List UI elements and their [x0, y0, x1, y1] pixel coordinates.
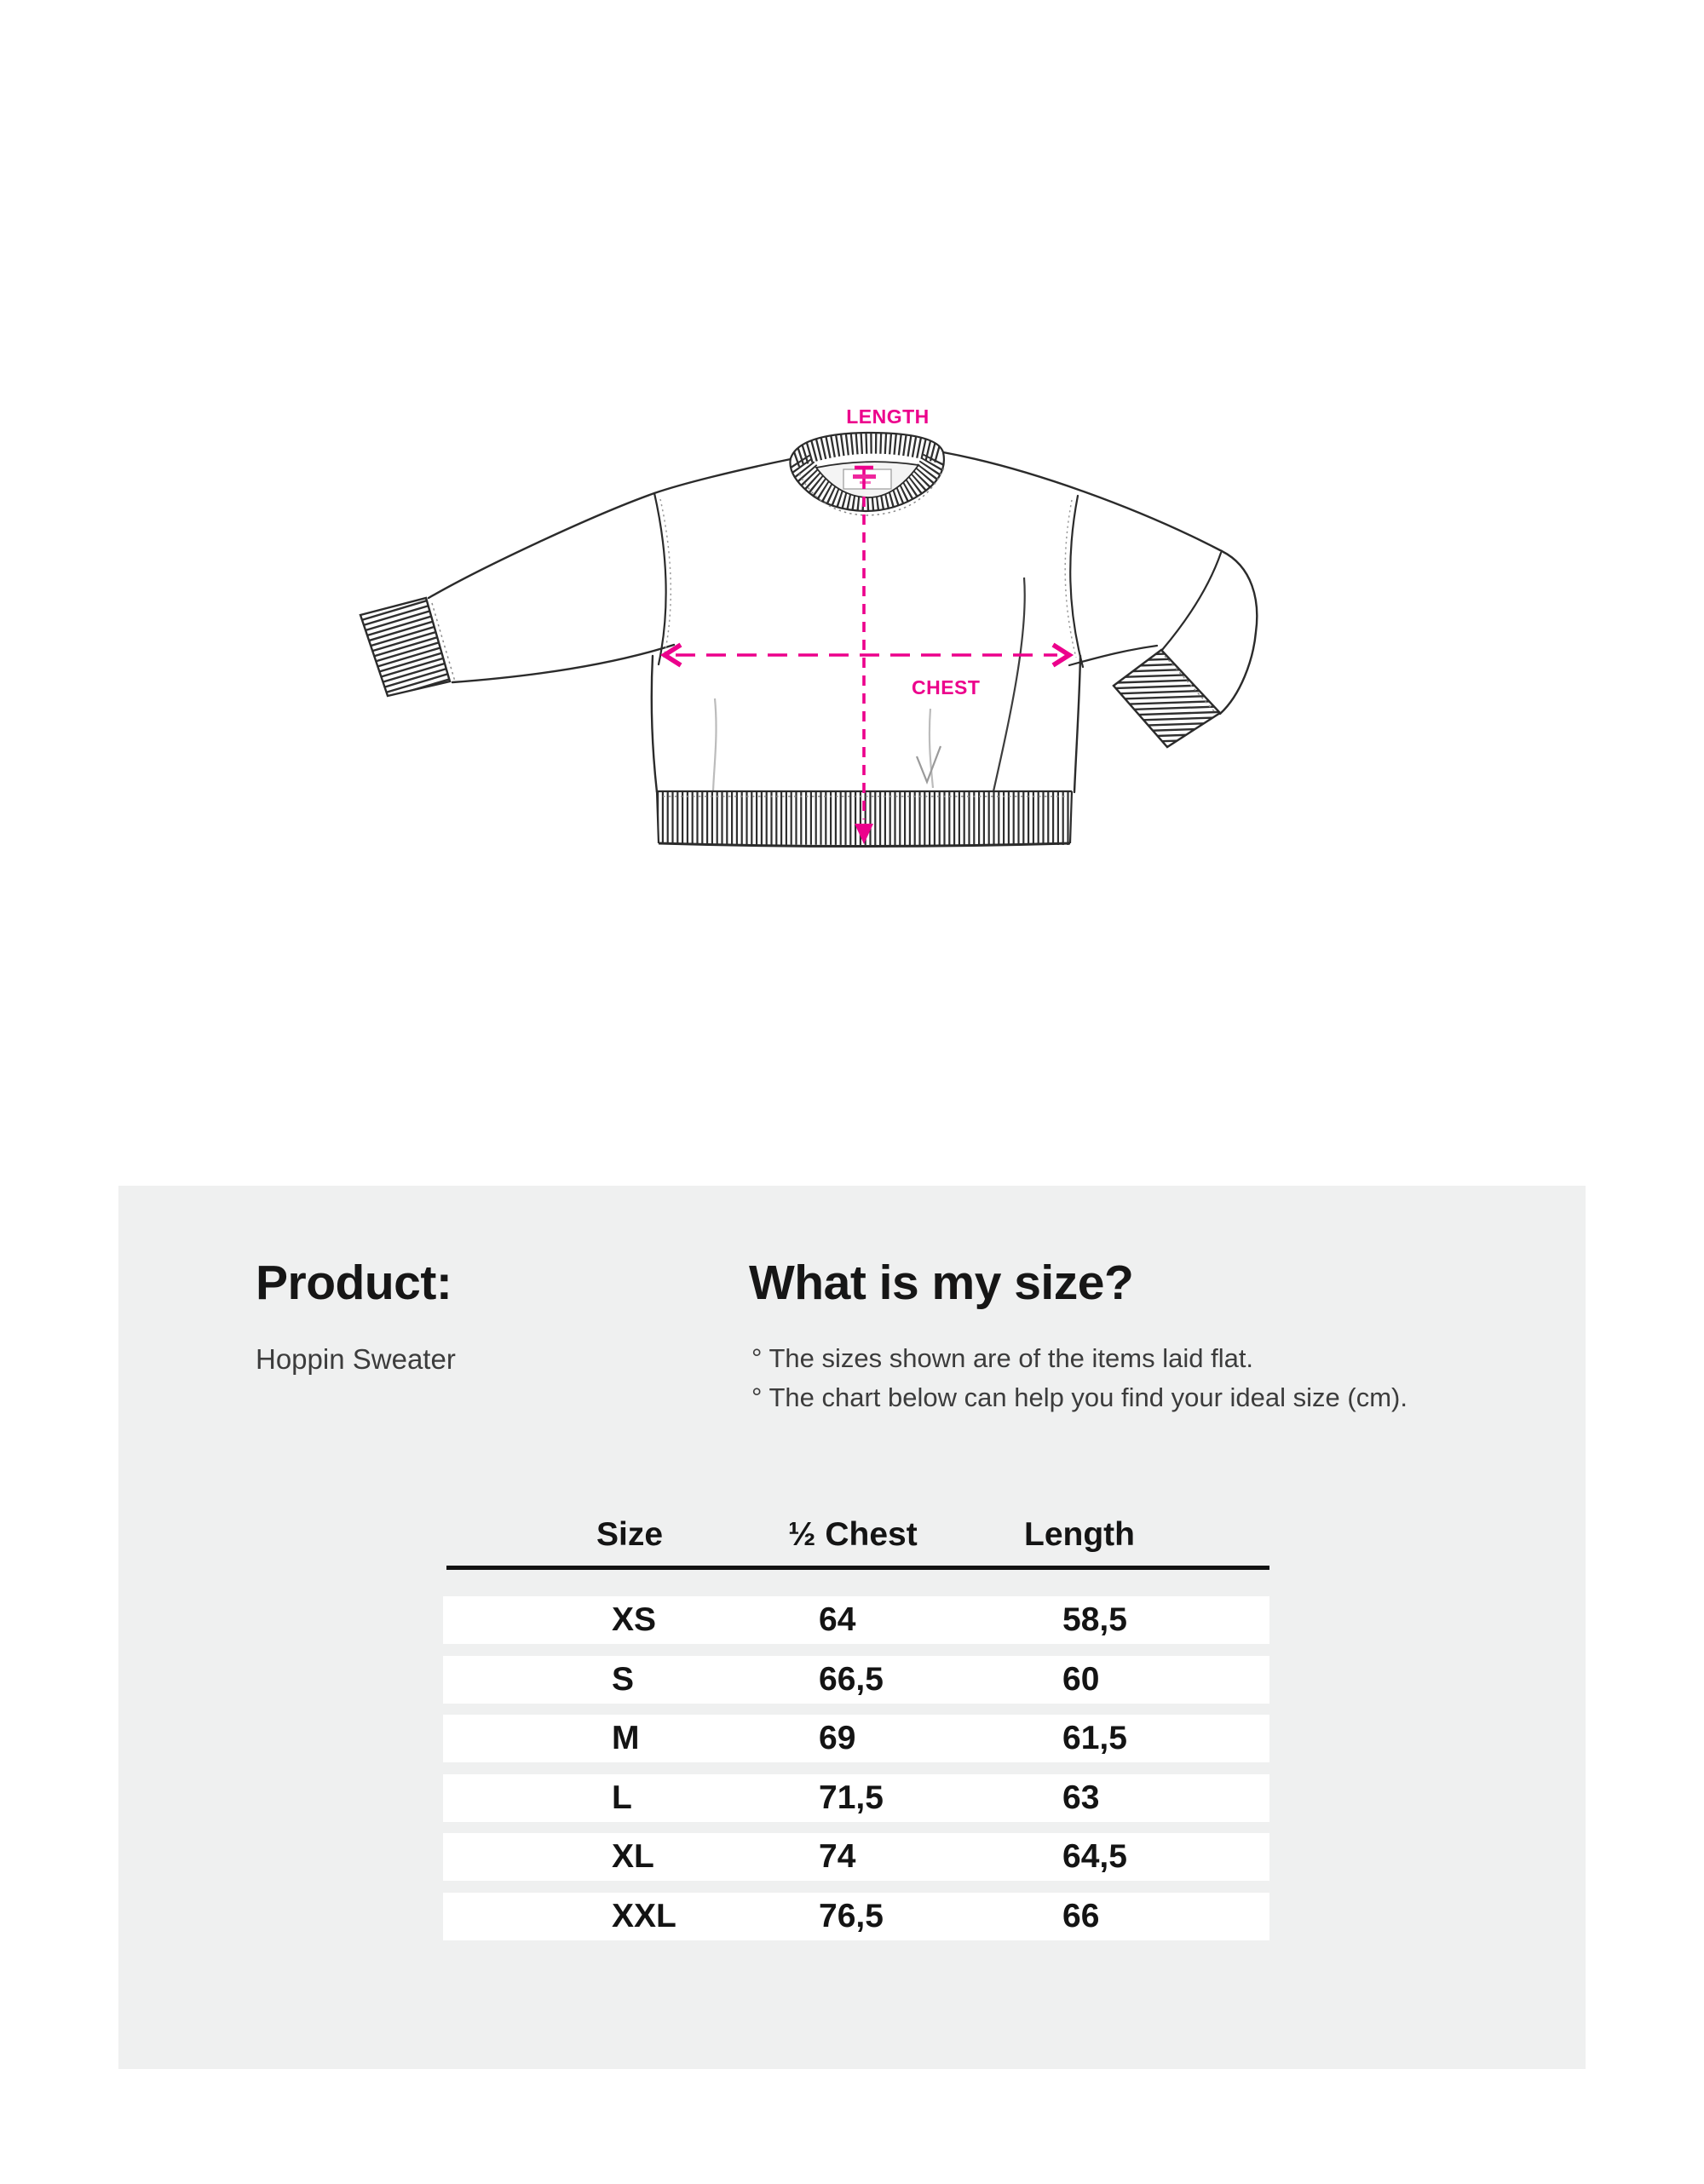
table-header-rule — [446, 1566, 1269, 1570]
chest-value: 66,5 — [819, 1661, 884, 1698]
length-value: 61,5 — [1062, 1720, 1127, 1756]
table-row — [443, 1893, 1269, 1940]
collar — [790, 433, 944, 515]
size-value: XXL — [612, 1898, 676, 1934]
armhole-stitch-lines — [660, 499, 1076, 658]
left-armhole-seam — [654, 493, 666, 664]
table-header-length: Length — [1024, 1516, 1135, 1553]
right-body-edge — [1074, 656, 1080, 792]
chest-value: 71,5 — [819, 1779, 884, 1816]
chest-value: 64 — [819, 1601, 856, 1638]
length-value: 64,5 — [1062, 1838, 1127, 1875]
table-row — [443, 1833, 1269, 1881]
size-notes — [751, 1339, 1408, 1417]
table-header-size: Size — [596, 1516, 664, 1553]
right-armhole-seam — [1070, 496, 1083, 667]
table-row — [443, 1596, 1269, 1644]
length-value: 60 — [1062, 1661, 1100, 1698]
table-row — [443, 1656, 1269, 1704]
left-cuff-ribbing — [360, 598, 455, 696]
product-name: Hoppin Sweater — [256, 1343, 456, 1375]
length-value: 63 — [1062, 1779, 1100, 1816]
length-value: 66 — [1062, 1898, 1100, 1934]
size-heading: What is my size? — [749, 1256, 1134, 1310]
table-row — [443, 1774, 1269, 1822]
length-label: LENGTH — [846, 405, 930, 428]
right-sleeve-outer-edge — [1220, 551, 1257, 714]
left-body-edge — [652, 656, 657, 792]
table-row — [443, 1715, 1269, 1762]
note-ideal-size: ° The chart below can help you find your ideal size (cm). — [751, 1382, 1408, 1412]
left-underarm-line — [452, 645, 674, 682]
right-cuff-ribbing — [1114, 647, 1220, 750]
chest-value: 69 — [819, 1720, 856, 1756]
chest-value: 76,5 — [819, 1898, 884, 1934]
size-value: M — [612, 1720, 640, 1756]
product-heading: Product: — [256, 1256, 452, 1310]
note-laid-flat: ° The sizes shown are of the items laid flat. — [751, 1343, 1254, 1373]
chest-label: CHEST — [912, 676, 981, 698]
table-header-half-chest: ½ Chest — [788, 1516, 918, 1553]
size-value: S — [612, 1661, 635, 1698]
left-shoulder-line — [429, 459, 791, 598]
length-value: 58,5 — [1062, 1601, 1127, 1638]
neck-label-logo-mark — [853, 474, 876, 479]
right-shoulder-line — [943, 452, 1222, 551]
size-value: L — [612, 1779, 632, 1816]
size-value: XS — [612, 1601, 657, 1638]
size-value: XL — [612, 1838, 654, 1875]
right-elbow-fold — [1162, 553, 1221, 650]
neck-label-tag — [843, 469, 891, 489]
chest-value: 74 — [819, 1838, 856, 1875]
